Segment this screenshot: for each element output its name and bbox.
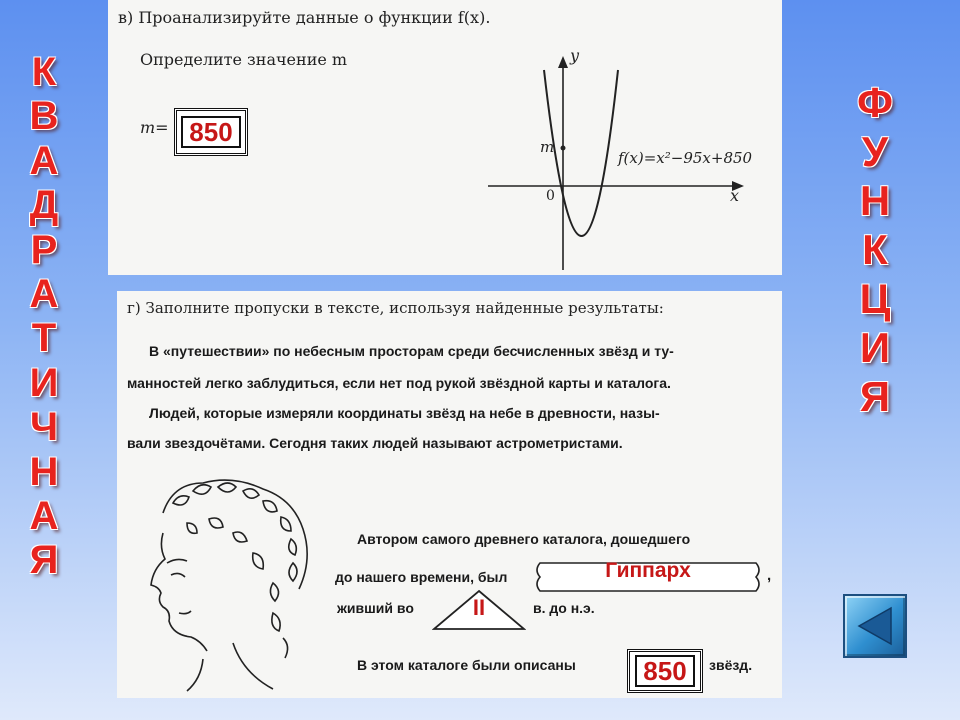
- stars-count-value: 850: [635, 655, 694, 687]
- graph-x-label: x: [730, 186, 740, 205]
- right-word-letter: К: [862, 226, 888, 273]
- catalog-line-2-prefix: до нашего времени, был: [335, 569, 508, 585]
- task-v-heading: в) Проанализируйте данные о функции f(x).: [118, 8, 491, 27]
- task-g-heading: г) Заполните пропуски в тексте, используя найденные результаты:: [127, 299, 664, 317]
- paragraph-2-line-2: вали звездочётами. Сегодня таких людей называют астрометристами.: [127, 435, 623, 451]
- right-word-letter: Ф: [857, 79, 893, 126]
- task-v-panel: [108, 0, 782, 275]
- stars-prefix: В этом каталоге были описаны: [357, 657, 576, 673]
- right-vertical-word: [853, 78, 897, 421]
- right-word-letter: Н: [859, 177, 891, 224]
- m-label: m=: [140, 118, 169, 137]
- paragraph-1-line-1: В «путешествии» по небесным просторам среди бесчисленных звёзд и ту-: [149, 343, 674, 359]
- right-word-letter: У: [861, 128, 889, 175]
- stars-count-box: [627, 649, 703, 693]
- parabola-graph: [108, 0, 782, 275]
- left-word-letter: Ч: [29, 405, 59, 450]
- task-g-panel: [117, 291, 782, 698]
- graph-formula: f(x)=x²−95x+850: [618, 149, 753, 167]
- right-word-letter: Ц: [859, 275, 891, 322]
- paragraph-2-line-1: Людей, которые измеряли координаты звёзд на небе в древности, назы-: [149, 405, 660, 421]
- right-word-letter: И: [859, 324, 891, 371]
- left-word-letter: И: [29, 360, 59, 405]
- left-word-letter: Н: [29, 449, 59, 494]
- catalog-author-value: Гиппарх: [605, 559, 691, 582]
- left-vertical-word: [22, 50, 66, 583]
- left-word-letter: Я: [29, 538, 59, 583]
- graph-m-mark: m: [540, 138, 555, 156]
- catalog-line-2-suffix: ,: [767, 567, 772, 584]
- paragraph-1-line-2: манностей легко заблудиться, если нет под рукой звёздной карты и каталога.: [127, 375, 671, 391]
- right-word-letter: Я: [859, 373, 891, 420]
- left-word-letter: К: [31, 50, 57, 94]
- left-word-letter: А: [29, 138, 59, 183]
- lived-suffix: в. до н.э.: [533, 600, 595, 616]
- catalog-line-1: Автором самого древнего каталога, дошедшего: [357, 531, 691, 547]
- left-word-letter: Р: [30, 227, 58, 272]
- century-value: II: [472, 595, 486, 620]
- left-word-letter: В: [29, 94, 59, 139]
- m-answer-value: 850: [181, 116, 240, 148]
- back-button[interactable]: [843, 594, 907, 658]
- back-arrow-icon: [845, 596, 905, 656]
- graph-origin-label: 0: [546, 188, 555, 204]
- graph-y-label: y: [570, 46, 580, 65]
- stars-suffix: звёзд.: [709, 657, 753, 673]
- left-word-letter: Д: [29, 183, 59, 228]
- left-word-letter: Т: [31, 316, 57, 361]
- left-word-letter: А: [29, 272, 59, 317]
- hipparchus-portrait: [123, 463, 353, 693]
- lived-prefix: живший во: [337, 600, 414, 616]
- task-v-prompt: Определите значение m: [140, 50, 348, 69]
- left-word-letter: А: [29, 494, 59, 539]
